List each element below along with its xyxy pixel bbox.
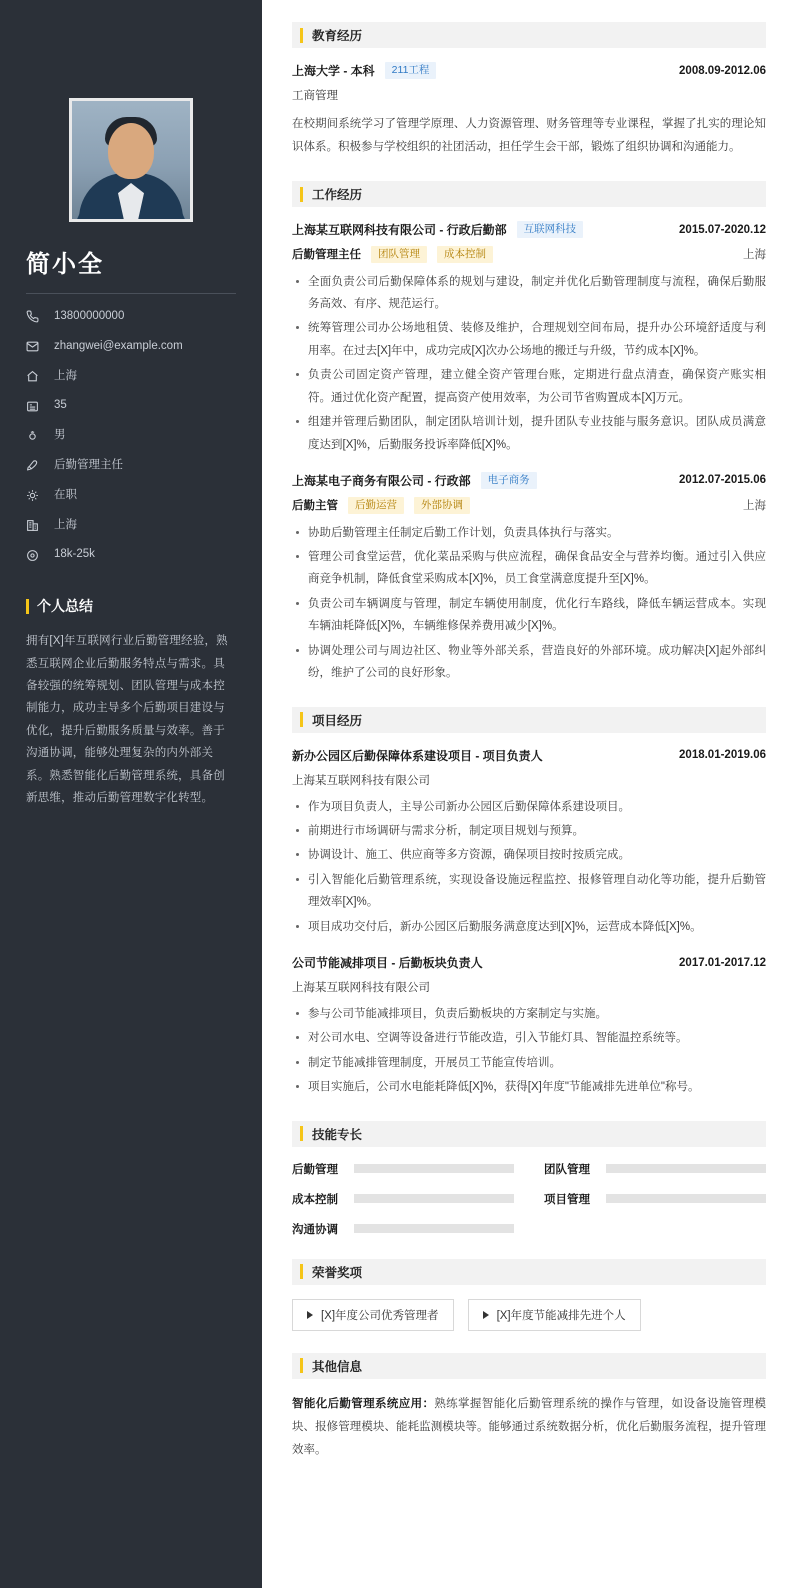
id-card-icon (26, 400, 44, 413)
accent-bar (300, 1126, 303, 1141)
work-bullet: 协调处理公司与周边社区、物业等外部关系，营造良好的外部环境。成功解决[X]起外部纠纷，维护了公司的良好形象。 (292, 640, 766, 685)
work-bullet: 管理公司食堂运营，优化菜品采购与供应流程，确保食品安全与营养均衡。通过引入供应商竞争机制，降低食堂采购成本[X]%，员工食堂满意度提升至[X]%。 (292, 546, 766, 591)
project-bullet: 项目实施后，公司水电能耗降低[X]%，获得[X]年度"节能减排先进单位"称号。 (292, 1076, 766, 1098)
honor-item (292, 1299, 454, 1331)
play-triangle-icon (483, 1311, 489, 1319)
work-bullet: 负责公司车辆调度与管理，制定车辆使用制度，优化行车路线，降低车辆运营成本。实现车辆油耗降低[X]%，车辆维修保养费用减少[X]%。 (292, 593, 766, 638)
project-bullet: 对公司水电、空调等设备进行节能改造，引入节能灯具、智能温控系统等。 (292, 1027, 766, 1049)
skills-title: 技能专长 (312, 1127, 363, 1142)
work-date: 2015.07-2020.12 (679, 223, 766, 236)
contact-list (26, 310, 236, 562)
honors-header (292, 1259, 766, 1285)
accent-bar (300, 712, 303, 727)
education-header (292, 22, 766, 48)
education-tag: 211工程 (385, 62, 437, 79)
other-paragraph (292, 1393, 766, 1462)
work-role-tag: 后勤运营 (348, 497, 404, 514)
work-entry-header (292, 221, 766, 238)
accent-bar (26, 599, 29, 614)
work-entry-header (292, 472, 766, 489)
accent-bar (300, 187, 303, 202)
work-role-tag: 外部协调 (414, 497, 470, 514)
education-desc: 在校期间系统学习了管理学原理、人力资源管理、财务管理等专业课程，掌握了扎实的理论知识体系。积极参与学校组织的社团活动，担任学生会干部，锻炼了组织协调和沟通能力。 (292, 118, 766, 153)
skill-label: 团队管理 (544, 1163, 590, 1176)
work-company-tag: 互联网科技 (517, 221, 584, 238)
home-icon (26, 370, 44, 383)
work-location: 上海 (743, 500, 766, 513)
project-bullet: 协调设计、施工、供应商等多方资源，确保项目按时按质完成。 (292, 844, 766, 866)
honor-label: [X]年度节能减排先进个人 (496, 1309, 626, 1322)
section-skills (292, 1121, 766, 1237)
contact-age-text: 35 (54, 399, 67, 412)
skill-label: 项目管理 (544, 1193, 590, 1206)
contact-gender (26, 429, 236, 443)
work-role-row (292, 497, 766, 514)
skill-track (354, 1164, 514, 1173)
name-divider (26, 293, 236, 294)
work-entry (292, 472, 766, 685)
skill-item (544, 1191, 766, 1207)
sidebar (0, 0, 262, 1588)
skill-label: 成本控制 (292, 1193, 338, 1206)
contact-email-text: zhangwei@example.com (54, 339, 183, 352)
avatar-head (108, 123, 154, 179)
project-entry (292, 954, 766, 1099)
work-role-row (292, 246, 766, 263)
honor-item (468, 1299, 641, 1331)
accent-bar (300, 1264, 303, 1279)
skill-item (292, 1221, 514, 1237)
education-title: 教育经历 (312, 29, 363, 43)
project-entry-header (292, 954, 766, 971)
work-bullets (292, 522, 766, 685)
project-bullet: 前期进行市场调研与需求分析，制定项目规划与预算。 (292, 820, 766, 842)
work-bullet: 全面负责公司后勤保障体系的规划与建设，制定并优化后勤管理制度与流程，确保后勤服务高效、有序、规范运行。 (292, 271, 766, 316)
honors-list (292, 1299, 766, 1331)
work-company: 上海某互联网科技有限公司 - 行政后勤部 (292, 223, 507, 237)
avatar-wrapper (26, 98, 236, 222)
contact-city-text: 上海 (54, 369, 77, 382)
gender-icon (26, 430, 44, 443)
project-bullet: 项目成功交付后，新办公园区后勤服务满意度达到[X]%，运营成本降低[X]%。 (292, 916, 766, 938)
skills-grid (292, 1161, 766, 1237)
project-entry (292, 747, 766, 939)
work-entry (292, 221, 766, 456)
education-school: 上海大学 - 本科 (292, 64, 375, 78)
education-row (292, 62, 766, 79)
section-education (292, 22, 766, 159)
avatar (69, 98, 193, 222)
skill-item (544, 1161, 766, 1177)
main-content (262, 0, 794, 1588)
contact-work-city-text: 上海 (54, 518, 77, 531)
project-date: 2017.01-2017.12 (679, 956, 766, 969)
skill-item (292, 1191, 514, 1207)
skills-header (292, 1121, 766, 1147)
contact-status-text: 在职 (54, 488, 77, 501)
project-bullet: 作为项目负责人，主导公司新办公园区后勤保障体系建设项目。 (292, 796, 766, 818)
work-role: 后勤主管 (292, 500, 338, 513)
contact-gender-text: 男 (54, 429, 66, 442)
projects-title: 项目经历 (312, 713, 363, 728)
work-role-tag: 成本控制 (437, 246, 493, 263)
work-bullets (292, 271, 766, 456)
project-company: 上海某互联网科技有限公司 (292, 774, 430, 787)
contact-salary-text: 18k-25k (54, 548, 95, 561)
contact-email (26, 340, 236, 354)
skill-track (606, 1164, 766, 1173)
work-date: 2012.07-2015.06 (679, 474, 766, 487)
accent-bar (300, 28, 303, 43)
contact-phone-text: 13800000000 (54, 310, 125, 322)
contact-status (26, 489, 236, 503)
skill-label: 沟通协调 (292, 1223, 338, 1236)
work-role: 后勤管理主任 (292, 249, 361, 262)
contact-work-city (26, 519, 236, 533)
status-icon (26, 489, 44, 502)
other-text: 熟练掌握智能化后勤管理系统的操作与管理，如设备设施管理模块、报修管理模块、能耗监测模块等。能够通过系统数据分析，优化后勤服务流程，提升管理效率。 (292, 1397, 767, 1456)
other-title: 其他信息 (312, 1359, 363, 1374)
phone-icon (26, 310, 44, 323)
education-major: 工商管理 (292, 90, 338, 102)
project-bullets (292, 1003, 766, 1099)
rocket-icon (26, 459, 44, 472)
honor-label: [X]年度公司优秀管理者 (321, 1309, 439, 1322)
summary-section-title (26, 596, 236, 616)
projects-header (292, 707, 766, 733)
skill-track (354, 1194, 514, 1203)
skill-track (354, 1224, 514, 1233)
contact-phone (26, 310, 236, 324)
education-date: 2008.09-2012.06 (679, 64, 766, 77)
building-icon (26, 519, 44, 532)
project-entry-header (292, 747, 766, 764)
project-bullet: 参与公司节能减排项目，负责后勤板块的方案制定与实施。 (292, 1003, 766, 1025)
contact-city (26, 370, 236, 384)
project-name: 新办公园区后勤保障体系建设项目 - 项目负责人 (292, 748, 543, 763)
play-triangle-icon (307, 1311, 313, 1319)
honors-title: 荣誉奖项 (312, 1265, 363, 1280)
section-projects (292, 707, 766, 1099)
section-honors (292, 1259, 766, 1331)
other-label: 智能化后勤管理系统应用： (292, 1397, 435, 1410)
skill-track (606, 1194, 766, 1203)
contact-position-text: 后勤管理主任 (54, 458, 123, 471)
work-role-tag: 团队管理 (371, 246, 427, 263)
section-other (292, 1353, 766, 1462)
section-work (292, 181, 766, 685)
work-bullet: 协助后勤管理主任制定后勤工作计划，负责具体执行与落实。 (292, 522, 766, 544)
accent-bar (300, 1358, 303, 1373)
contact-position (26, 459, 236, 473)
contact-age (26, 399, 236, 413)
summary-title-text: 个人总结 (37, 598, 93, 615)
skill-label: 后勤管理 (292, 1163, 338, 1176)
project-name: 公司节能减排项目 - 后勤板块负责人 (292, 956, 483, 971)
skill-item (292, 1161, 514, 1177)
candidate-name: 简小全 (26, 251, 104, 278)
project-date: 2018.01-2019.06 (679, 749, 766, 762)
work-company: 上海某电子商务有限公司 - 行政部 (292, 473, 471, 488)
project-company: 上海某互联网科技有限公司 (292, 982, 430, 995)
project-bullet: 引入智能化后勤管理系统，实现设备设施远程监控、报修管理自动化等功能，提升后勤管理效率[X]%。 (292, 869, 766, 914)
salary-icon (26, 549, 44, 562)
work-bullet: 负责公司固定资产管理，建立健全资产管理台账，定期进行盘点清查，确保资产账实相符。通过优化资产配置，提高资产使用效率，为公司节省购置成本[X]万元。 (292, 364, 766, 409)
work-bullet: 组建并管理后勤团队，制定团队培训计划，提升团队专业技能与服务意识。团队成员满意度达到[X]%，后勤服务投诉率降低[X]%。 (292, 411, 766, 456)
work-location: 上海 (743, 249, 766, 262)
work-company-tag: 电子商务 (481, 472, 537, 489)
other-header (292, 1353, 766, 1379)
project-bullet: 制定节能减排管理制度，开展员工节能宣传培训。 (292, 1052, 766, 1074)
mail-icon (26, 340, 44, 353)
work-title: 工作经历 (312, 188, 363, 202)
work-header (292, 181, 766, 207)
contact-salary (26, 548, 236, 562)
project-bullets (292, 796, 766, 939)
work-bullet: 统筹管理公司办公场地租赁、装修及维护，合理规划空间布局，提升办公环境舒适度与利用率。在过去[X]年中，成功完成[X]次办公场地的搬迁与升级，节约成本[X]%。 (292, 317, 766, 362)
summary-text: 拥有[X]年互联网行业后勤管理经验，熟悉互联网企业后勤服务特点与需求。具备较强的统筹规划、团队管理与成本控制能力，成功主导多个后勤项目建设与优化，提升后勤服务质量与效率。善于沟通协调，能够处理复杂的内外部关系。熟悉智能化后勤管理系统，具备创新思维，推动后勤管理数字化转型。 (26, 635, 228, 805)
